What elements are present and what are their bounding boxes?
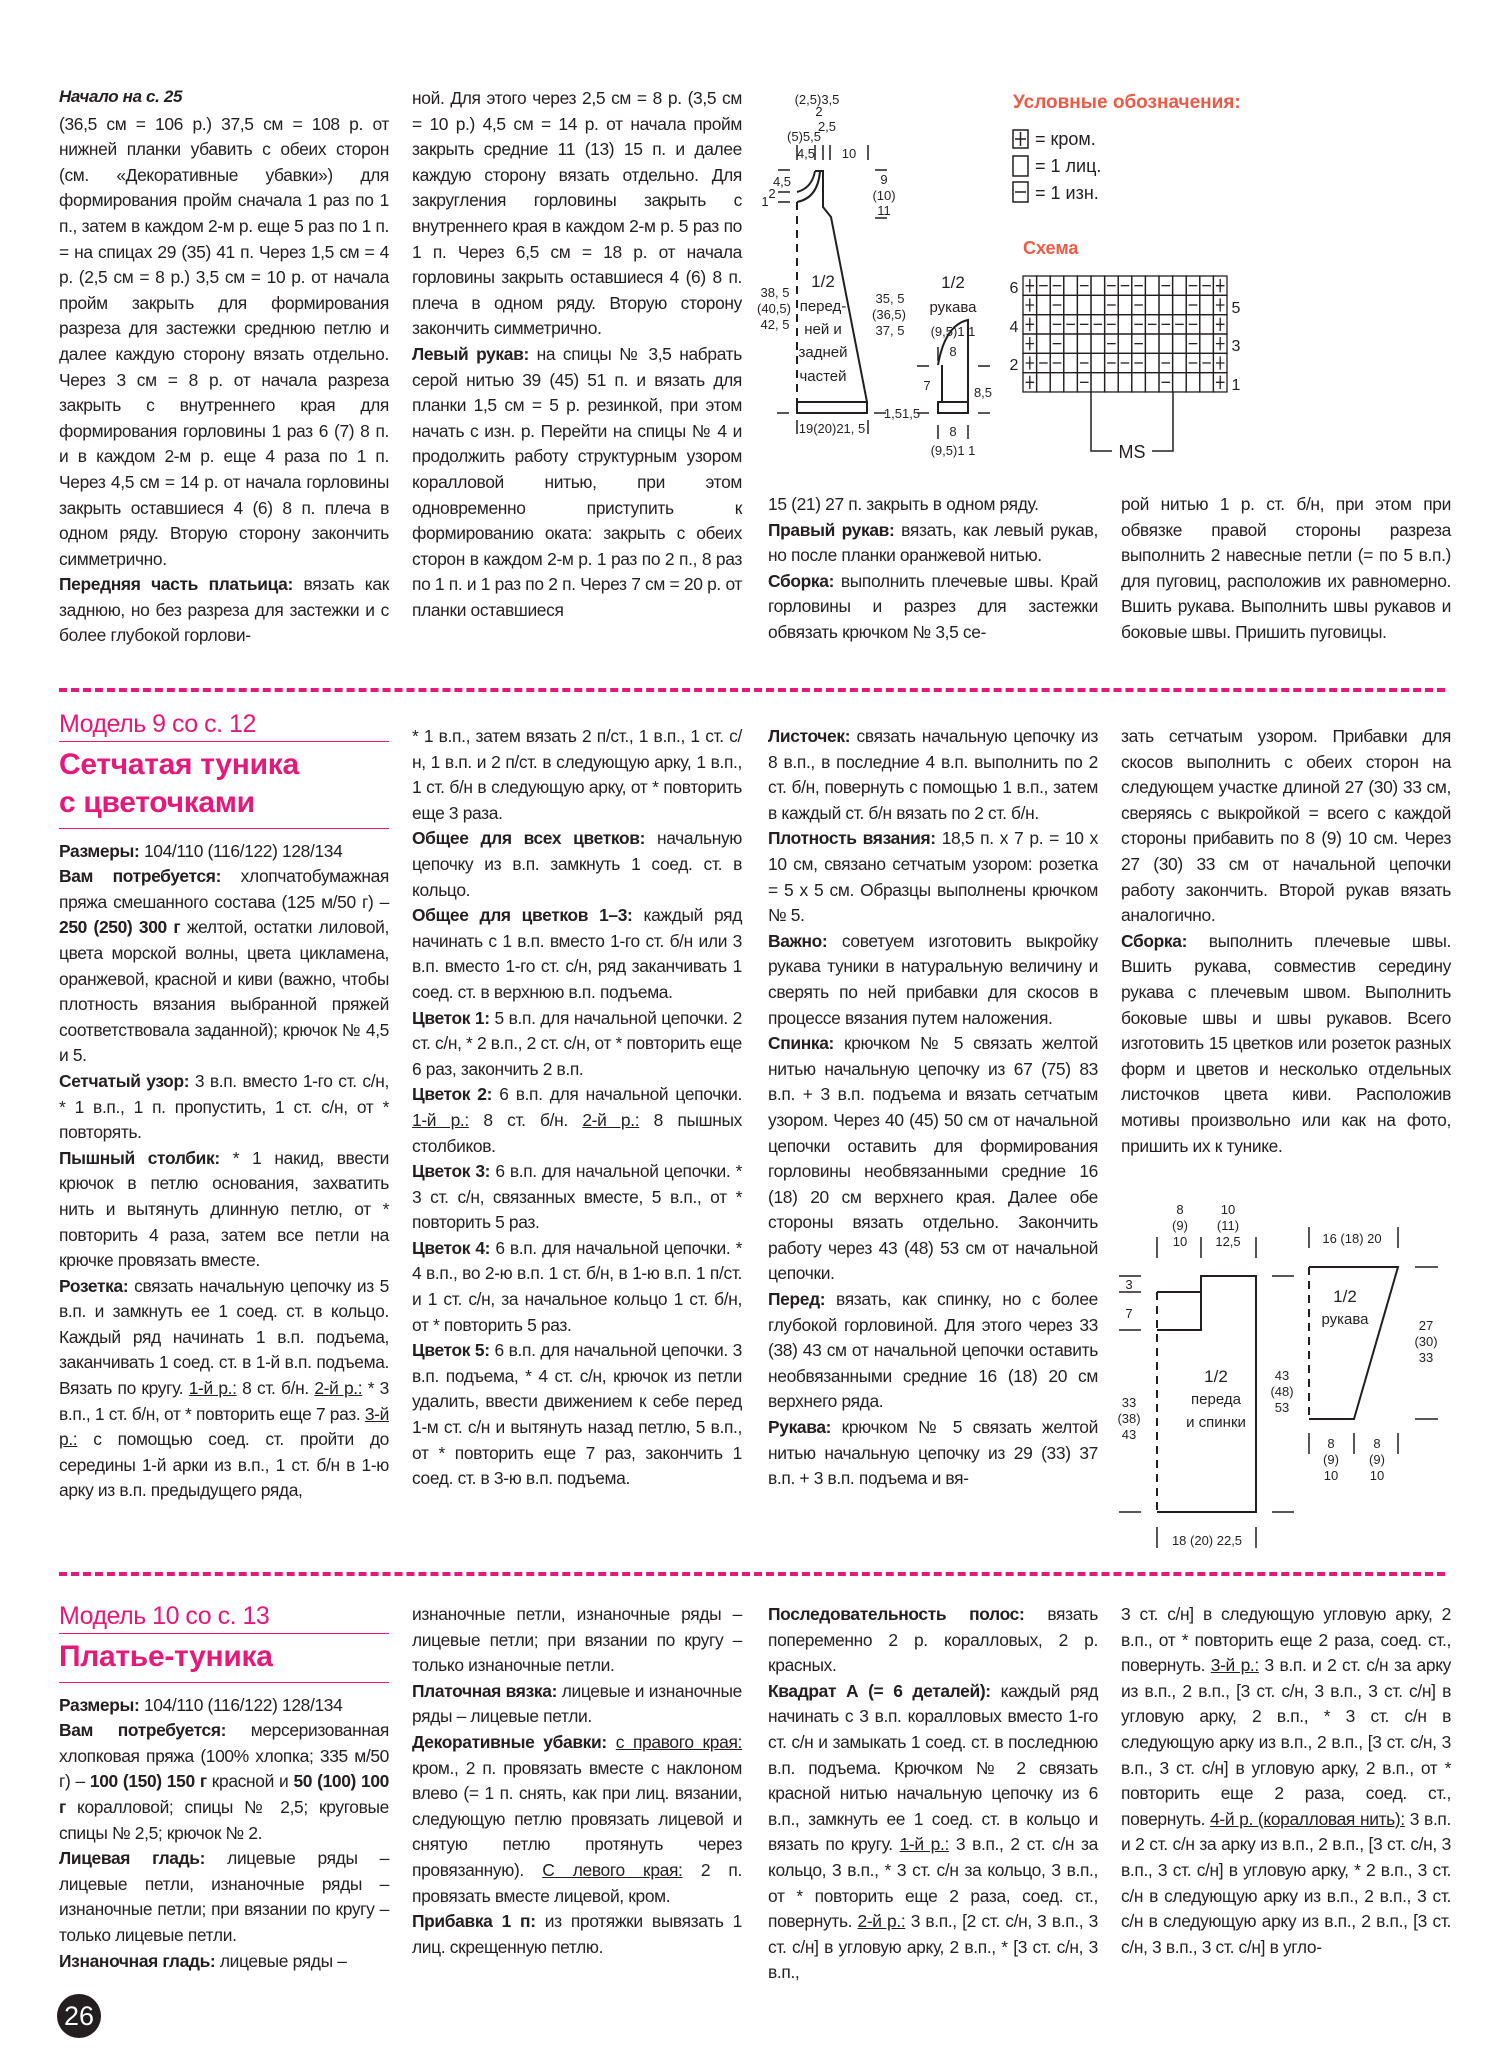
knit-cell [1064,295,1078,314]
text-run: 6 в.п. для начальной цепочки. 3 в.п. подъема, * 4 ст. с/н, крючок из петли удалить, ввести движением к себе перед 1-м ст. с/н и вытянуть назад петлю, 5 в.п., от * повторить еще 7 раз, закончить 1 соед. ст. в 3-ю в.п. подъема. [412,1340,742,1489]
legend-label: = 1 лиц. [1035,156,1102,176]
dim-label: 9 [880,172,888,187]
text-run: зать сетчатым узором. Прибавки для скосов выполнить с обеих сторон на следующем участке длиной 27 (30) 33 см, сверяясь с выкройкой = всего с каждой стороны прибавить по 8 (9) 10 см. Через 27 (30) 33 см от начальной цепочки работу закончить. Второй рукав вязать аналогично. [1121,726,1451,926]
knit-cell [1173,295,1187,314]
dress-dimension-labels [757,92,992,458]
repeat-label: MS [1118,442,1146,462]
text-run: начальную цепочку из в.п. замкнуть 1 соед. ст. в кольцо. [412,828,742,900]
bold-term: Важно: [768,930,828,951]
bold-term: Плотность вязания: [768,828,936,849]
text-run: рой нитью 1 р. ст. б/н, при этом при обвязке правой стороны разреза выполнить 2 навесные петли (= по 5 в.п.) для пуговиц, расположив их равномерно. Вшить рукава. Выполнить швы рукавов и боковые швы. Пришить пуговицы. [1121,494,1451,642]
text-run: из протяжки вывязать 1 лиц. скрещенную петлю. [412,1911,743,1957]
dim-label: 4,5 [796,146,816,161]
dim-label: 33 [1418,1350,1434,1365]
text-run: 6 в.п. для начальной цепочки. * 4 в.п., во 2-ю в.п. 1 ст. б/н, в 1-ю в.п. 1 п/ст. и 1 ст. с/н, за начальное кольцо 1 ст. б/н, от * повторить 5 раз. [412,1237,742,1335]
piece-label: частей [799,368,847,385]
piece-label: 1/2 [1204,1367,1228,1386]
text-run: с помощью соед. ст. пройти до середины 1-й арки из в.п., 1 ст. б/н в 1-ю арку из в.п. предыдущего ряда, [59,1429,389,1501]
dim-label: (9) [1323,1452,1339,1467]
text-run: 3 в.п. и 2 ст. с/н за арку из в.п., 2 в.п., [3 ст. с/н, 3 в.п., 3 ст. с/н] в угловую арку, 2 в.п., * 3 ст. с/н в следующую арку из в.п., 2 в.п., [3 ст. с/н, 3 в.п., 3 ст. с/н] в угловую арку, 2 в.п., от * повторить еще 2 раза, соед. ст., повернуть. [1121,1655,1452,1829]
row-number: 5 [1231,300,1241,317]
row-label: 4-й р. (коралловая нить): [1210,1808,1405,1829]
piece-label: задней [798,344,848,361]
knit-cell [1186,373,1200,392]
dim-label: 4,5 [772,174,792,189]
text-run: (36,5 см = 106 р.) 37,5 см = 108 р. от нижней планки убавить с обеих сторон (см. «Декоративные убавки») для формирования пройм сначала 1 раз по 1 п., затем в каждом 2-м р. еще 5 раз по 1 п. = на спицах 29 (35) 41 п. Через 1,5 см = 4 р. (2,5 см = 8 р.) 3,5 см = 10 р. от начала пройм закрыть для формирования разреза для застежки среднюю петлю и далее каждую сторону вязать отдельно. Через 3 см = 8 р. от начала разреза закрыть с внутреннего края для формирования горловины 1 раз 6 (7) 8 п. и в каждом 2-м р. еще 4 раза по 1 п. Через 4,5 см = 14 р. от начала горловины закрыть оставшиеся 4 (6) 8 п. плеча в одном ряду. Вторую сторону закончить симметрично. [59,113,389,569]
bold-term: Сетчатый узор: [59,1070,190,1091]
chart-row-numbers [1010,280,1241,394]
title-line: с цветочками [59,785,255,819]
text-run: мерсеризованная хлопковая пряжа (100% хлопка; 335 м/50 г) – [59,1720,389,1792]
text-run: 3 в.п. вместо 1-го ст. с/н, * 1 в.п., 1 п. пропустить, 1 ст. с/н, от * повторять. [59,1070,389,1143]
text-run: 3 в.п., [2 ст. с/н, 3 в.п., 3 ст. с/н] в угловую арку, 2 в.п., * [3 ст. с/н, 3 в.п., [768,1911,1098,1983]
dim-label: 10 [1172,1234,1188,1249]
dim-label: 38, 5 [760,285,790,300]
text-run: выполнить плечевые швы. Край горловины и разрез для застежки обвязать крючком № 3,5 се- [768,570,1098,642]
bold-term: Цветок 2: [412,1084,493,1105]
piece-label: ней и [804,321,842,338]
hem-band [797,402,867,413]
text-run: 3 ст. с/н] в следующую угловую арку, 2 в.п., от * повторить еще 2 раза, соед. ст., повернуть. [1121,1604,1451,1676]
legend-knit-icon [1013,156,1028,176]
dim-label: (9,5)1 1 [930,443,976,458]
bold-term: Платочная вязка: [412,1680,558,1701]
bold-term: Розетка: [59,1275,129,1296]
text-run: коралловой; спицы № 2,5; круговые спицы № 2,5; крючок № 2. [59,1796,389,1843]
knit-cell [1145,373,1159,392]
dim-label: (9) [1172,1218,1188,1233]
plus-icon [1026,376,1035,389]
piece-label: рукава [1321,1311,1369,1328]
neck-curve [797,171,815,192]
plus-icon [1216,318,1225,331]
text-run: лицевые ряды – лицевые петли, изнаночные ряды – изнаночные петли; при вязании по кругу – только лицевые петли. [59,1848,389,1945]
dim-label: 10 [841,146,857,161]
piece-label: переда [1191,1391,1241,1408]
knit-cell [1173,353,1187,372]
knit-cell [1200,315,1214,334]
dim-label: (38) [1117,1411,1141,1426]
knit-cell [1064,334,1078,353]
piece-label: 1/2 [1333,1287,1357,1306]
dim-label: (9,5)1 1 [930,324,976,339]
dim-label: (40,5) [757,301,791,316]
knit-cell [1118,315,1132,334]
continued-from-header: Начало на с. 25 [59,87,183,106]
bold-term: Сборка: [1121,930,1188,951]
dim-label: 42, 5 [760,317,790,332]
row-label: 2-й р.: [582,1109,640,1130]
dim-label: 37, 5 [875,323,905,338]
plus-icon [1026,356,1035,369]
knit-cell [1037,315,1051,334]
text-run: каждый ряд начинать с 1 в.п. вместо 1-го ст. б/н или 3 в.п. вместо 1-го ст. с/н, ряд заканчивать 1 соед. ст. в верхнюю в.п. подъема. [412,905,742,1002]
plus-icon [1026,279,1035,292]
knit-cell [1145,353,1159,372]
text-run: вязать, как левый рукав, но после планки оранжевой нитью. [768,519,1098,566]
plus-icon [1216,376,1225,389]
bold-term: Пышный столбик: [59,1147,220,1168]
dim-label: 8 [949,424,957,439]
knit-cell [1091,295,1105,314]
knit-cell [1159,295,1173,314]
bold-term: Квадрат А (= 6 деталей): [768,1680,991,1701]
row-label: 2-й р.: [857,1911,906,1932]
knit-cell [1037,334,1051,353]
plus-icon [1026,298,1035,311]
text-run: красной и [206,1771,294,1792]
knit-cell [1091,276,1105,295]
text-run: 6 в.п. для начальной цепочки. [492,1084,742,1105]
knit-cell [1105,373,1119,392]
bold-term: Общее для цветков 1–3: [412,905,633,926]
knit-cell [1173,276,1187,295]
knit-cell [1145,295,1159,314]
legend-title: Условные обозначения: [1013,92,1241,113]
row-number: 1 [1231,377,1241,394]
dim-label: 8 [1373,1436,1381,1451]
bold-term: Цветок 4: [412,1237,491,1258]
text-run: на спицы № 3,5 набрать серой нитью 39 (45) 51 п. и вязать для планки 1,5 см = 5 р. резинкой, при этом начать с изн. р. Перейти на спицы № 4 и продолжить работу структурным узором коралловой нитью, при этом одновременно приступить к формированию оката: закрыть с обеих сторон в каждом 2-м р. 1 раз по 2 п., 8 раз по 1 п. и 1 раз по 2 п. Через 7 см = 20 р. от планки оставшиеся [412,343,742,620]
row-number: 2 [1009,357,1019,374]
piece-label: 1/2 [811,272,835,291]
piece-label: перед- [799,298,847,315]
text-run: связать начальную цепочку из 5 в.п. и замкнуть ее 1 соед. ст. в кольцо. Каждый ряд начинать 1 в.п. подъема, заканчивать 1 соед. ст. в 1-й в.п. подъема. Вязать по кругу. [59,1275,389,1399]
dim-label: (5)5,5 [787,129,821,144]
text-run: хлопчатобумажная пряжа смешанного состава (125 м/50 г) – [59,866,389,912]
row-number: 3 [1231,338,1241,355]
dim-label: (9) [1369,1452,1385,1467]
sleeve-band [938,402,968,413]
bold-term: Сборка: [768,570,835,591]
dim-label: 33 [1121,1395,1137,1410]
dim-label: 19(20)21, 5 [798,421,866,436]
bold-term: Цветок 3: [412,1161,491,1182]
text-run: вязать, как спинку, но с более глубокой горловиной. Для этого через 33 (38) 43 см от начальной цепочки оставить необвязанными средние 16 (18) 20 см верхнего ряда. [768,1289,1098,1412]
dim-label: 16 (18) 20 [1322,1231,1382,1246]
knit-cell [1091,373,1105,392]
dim-label: (48) [1270,1384,1294,1399]
text-run: выполнить плечевые швы. Вшить рукава, совместив середину рукава с плечевым швом. Выполнить боковые швы и швы рукавов. Всего изготовить 15 цветков или розеток разных форм и цветов и несколько отдельных листочков цвета киви. Расположив мотивы произвольно или как на фото, пришить их к тунике. [1121,930,1451,1156]
plus-icon [1026,337,1035,350]
text-run: 6 в.п. для начальной цепочки. * 3 ст. с/н, связанных вместе, 5 в.п., от * повторить 5 раз. [412,1161,742,1233]
bold-term: Цветок 5: [412,1340,490,1361]
dim-label: 7 [923,378,931,393]
knit-cell [1200,295,1214,314]
dim-label: 2,5 [817,119,837,134]
bold-term: Лицевая гладь: [59,1848,206,1869]
dim-label: 2 [815,104,823,119]
knit-cell [1091,353,1105,372]
dim-label: 1 [761,194,769,209]
knit-cell [1159,334,1173,353]
row-label: С левого края: [542,1859,683,1880]
title-line: Сетчатая туника [59,747,299,781]
plus-icon [1216,356,1225,369]
dim-label: 43 [1121,1427,1137,1442]
knit-cell [1118,295,1132,314]
dim-label: 8 [1176,1202,1184,1217]
text-run: крючком № 5 связать желтой нитью начальную цепочку из 29 (33) 37 в.п. + 3 в.п. подъема и вя- [768,1417,1098,1489]
dim-label: 7 [1125,1306,1133,1321]
bold-term: Изнаночная гладь: [59,1950,216,1971]
plus-icon [1216,298,1225,311]
text-run: * 3 в.п., 1 ст. б/н, от * повторить еще 7 раз. [59,1378,389,1424]
piece-label: и спинки [1186,1414,1246,1431]
knit-cell [1173,334,1187,353]
dim-label: 35, 5 [875,291,905,306]
dim-label: (11) [1216,1218,1240,1233]
bold-term: Передняя часть платьица: [59,574,293,595]
dim-label: 3 [1125,1277,1133,1292]
text-run: связать начальную цепочку из 8 в.п., в последние 4 в.п. выполнить по 2 ст. б/н, повернуть с помощью 1 в.п., затем в каждый ст. б/н вязать по 2 ст. б/н. [768,726,1098,823]
dim-label: 11 [877,203,891,218]
dim-label: 27 [1418,1318,1434,1333]
text-run: кром., 2 п. провязать вместе с наклоном влево (= 1 п. снять, как при лиц. вязании, следующую петлю провязать лицевой и снятую петлю протянуть через провязанную). [412,1757,742,1880]
plus-icon [1216,337,1225,350]
text-run: 2 п. провязать вместе лицевой, кром. [412,1859,742,1906]
page-number: 26 [57,1994,101,2038]
bold-term: Размеры: [59,840,140,861]
pattern-title: Платье-туника [59,1634,389,1683]
text-run: 8 ст. б/н. [236,1378,315,1399]
text-run: ной. Для этого через 2,5 см = 8 р. (3,5 см = 10 р.) 4,5 см = 14 р. от начала пройм закрыть средние 11 (13) 15 п. и далее каждую сторону вязать отдельно. Для закругления горловины закрыть с внутреннего края в каждом 2-м р. 5 раз по 1 п. Через 6,5 см = 18 р. от начала горловины закрыть оставшиеся 4 (6) 8 п. плеча в одном ряду. Вторую сторону закончить симметрично. [412,88,742,339]
knit-cell [1200,334,1214,353]
plus-icon [1026,318,1035,331]
dim-label: 1,51,5 [883,406,921,421]
text-run: вязать попеременно 2 р. коралловых, 2 р. красных. [768,1604,1098,1676]
knit-cell [1118,373,1132,392]
tunic-dimension-labels [1117,1202,1437,1548]
dim-label: (36,5) [872,307,906,322]
knit-cell [1077,334,1091,353]
dim-label: 43 [1274,1368,1290,1383]
text-run: 104/110 (116/122) 128/134 [139,840,343,861]
knit-cell [1037,373,1051,392]
row-number: 6 [1009,280,1019,297]
legend-label: = 1 изн. [1035,183,1099,203]
dim-label: 8,5 [973,385,993,400]
text-run: 15 (21) 27 п. закрыть в одном ряду. [768,494,1039,514]
row-number: 4 [1009,319,1019,336]
bold-term: Левый рукав: [412,343,529,364]
knit-cell [1064,373,1078,392]
scheme-title: Схема [1023,238,1079,258]
bold-term: 250 (250) 300 г [59,917,181,938]
bold-term: Цветок 1: [412,1007,490,1028]
piece-label: 1/2 [941,273,965,292]
knit-cell [1200,373,1214,392]
knit-cell [1145,276,1159,295]
bold-term: Правый рукав: [768,519,895,540]
knit-cell [1173,373,1187,392]
row-label: с правого края: [615,1731,743,1752]
model-reference: Модель 10 со с. 13 [59,1604,389,1634]
stitch-chart [1023,276,1227,392]
dim-label: 10 [1323,1468,1339,1483]
knit-cell [1037,295,1051,314]
bold-term: Последовательность полос: [768,1604,1025,1624]
bold-term: Спинка: [768,1033,834,1054]
text-run: желтой, остатки лиловой, цвета морской волны, цвета цикламена, оранжевой, красной и киви (важно, чтобы плотность вязания выбранной пряжей соответствовала заданной); крючок № 4,5 и 5. [59,917,389,1066]
knit-cell [1064,353,1078,372]
bold-term: Вам потребуется: [59,1720,227,1741]
dim-label: 10 [1369,1468,1385,1483]
bold-term: 100 (150) 150 г [89,1771,207,1792]
text-run: 104/110 (116/122) 128/134 [139,1694,343,1715]
text-run: лицевые и изнаночные ряды – лицевые петли. [412,1680,742,1727]
knit-cell [1118,334,1132,353]
knit-cell [1077,295,1091,314]
piece-label: рукава [929,299,977,316]
dim-label: 18 (20) 22,5 [1171,1533,1243,1548]
text-run: советуем изготовить выкройку рукава туники в натуральную величину и сверять по ней прибавки для скосов в процессе вязания путем наложения. [768,930,1098,1028]
text-run: 5 в.п. для начальной цепочки. 2 ст. с/н, * 2 в.п., 2 ст. с/н, от * повторить еще 6 раз, закончить 2 в.п. [412,1007,742,1079]
dim-label: 12,5 [1215,1234,1241,1249]
knit-cell [1050,373,1064,392]
text-run: изнаночные петли, изнаночные ряды – лицевые петли; при вязании по кругу – только изнаночные петли. [412,1604,742,1676]
row-label: 3-й р.: [1210,1655,1259,1676]
knit-cell [1064,276,1078,295]
dim-label: 53 [1274,1400,1290,1415]
model-reference: Модель 9 со с. 12 [59,712,389,742]
text-run: 3 в.п., 2 ст. с/н за кольцо, 3 в.п., * 3 ст. с/н за кольцо, 3 в.п., от * повторить еще 2 раза, соед. ст., повернуть. [768,1834,1098,1932]
row-label: 3-й р.: [59,1403,389,1450]
text-run: 8 ст. б/н. [468,1109,583,1130]
text-run: 18,5 п. х 7 р. = 10 х 10 см, связано сетчатым узором: розетка = 5 х 5 см. Образцы выполнены крючком № 5. [768,828,1098,926]
text-run: каждый ряд начинать с 3 в.п. коралловых вместо 1-го ст. с/н и замыкать 1 соед. ст. в последнюю в.п. подъема. Крючком № 2 связать красной нитью начальную цепочку из 6 в.п., замкнуть ее 1 соед. ст. в кольцо и вязать по кругу. [768,1680,1098,1855]
row-label: 2-й р.: [314,1378,363,1399]
dim-label: (30) [1414,1334,1438,1349]
bold-term: Прибавка 1 п: [412,1911,536,1932]
text-run: 8 пышных столбиков. [412,1109,743,1156]
bold-term: Декоративные убавки: [412,1731,607,1752]
text-run: * 1 в.п., затем вязать 2 п/ст., 1 в.п., 1 ст. с/н, 1 в.п. и 2 п/ст. в следующую арку, 1 в.п., 1 ст. б/н в следующую арку, от * повторить еще 3 раза. [412,726,742,823]
knit-cell [1132,373,1146,392]
dim-label: 8 [949,344,957,359]
dim-label: (2,5)3,5 [794,92,840,107]
row-label: 1-й р.: [899,1834,949,1855]
legend-items [1013,130,1028,202]
text-run: * 1 накид, ввести крючок в петлю основания, захватить нить и вытянуть длинную петлю, от * повторить 4 раза, затем все петли на крючке провязать вместе. [59,1147,390,1271]
bold-term: Рукава: [768,1417,832,1438]
legend-label: = кром. [1035,129,1096,149]
row-label: 1-й р.: [412,1109,469,1130]
knit-cell [1145,334,1159,353]
plus-icon [1216,279,1225,292]
dim-label: 2 [768,186,776,201]
bold-term: 50 (100) 100 г [59,1771,390,1817]
text-run: лицевые ряды – [215,1950,347,1971]
dim-label: 8 [1327,1436,1335,1451]
bold-term: Листочек: [768,726,851,746]
text-run: крючком № 5 связать желтой нитью начальную цепочку из 67 (75) 83 в.п. + 3 в.п. подъема и вязать сетчатым узором. Через 40 (45) 50 см от начальной цепочки оставить для формирования горловины необвязанными средние 16 (18) 20 см верхнего края. Далее обе стороны вязать отдельно. Закончить работу через 43 (48) 53 см от начальной цепочки. [768,1033,1098,1284]
bold-term: Размеры: [59,1694,140,1715]
dim-label: (10) [872,188,896,203]
bold-term: Перед: [768,1289,826,1310]
text-run: 3 в.п. и 2 ст. с/н за арку из в.п., 2 в.п., [3 ст. с/н, 3 в.п., 3 ст. с/н] в угловую арку, * 2 в.п., 3 ст. с/н в следующую арку из в.п., 2 в.п., 3 ст. с/н в следующую арку из в.п., 2 в.п., [3 ст. с/н, 3 в.п., 3 ст. с/н] в угло- [1121,1808,1451,1957]
dim-label: 10 [1220,1202,1236,1217]
row-label: 1-й р.: [188,1378,237,1399]
knit-cell [1091,334,1105,353]
bold-term: Вам потребуется: [59,866,222,887]
text-run: вязать как заднюю, но без разреза для застежки и с более глубокой горлови- [59,574,389,646]
bold-term: Общее для всех цветков: [412,828,646,849]
